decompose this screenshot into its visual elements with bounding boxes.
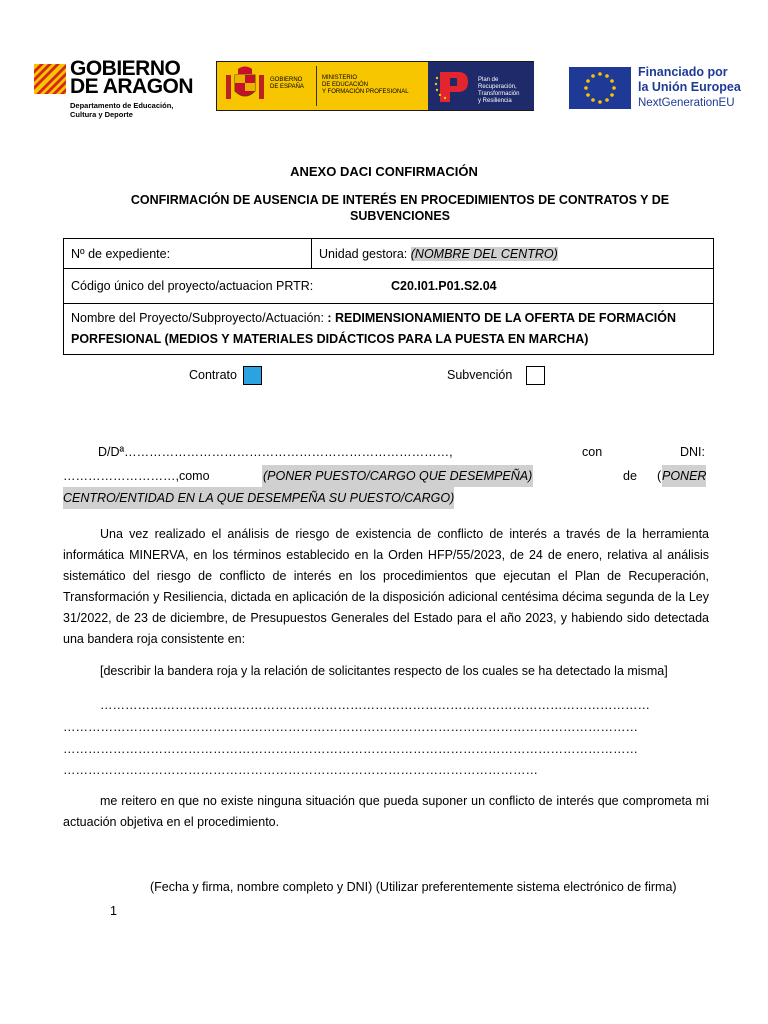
centro-placeholder-1: PONER bbox=[662, 465, 706, 487]
next-generation-text: NextGenerationEU bbox=[638, 97, 735, 109]
contrato-label: Contrato bbox=[189, 368, 237, 382]
prtr-emblem-icon bbox=[432, 68, 476, 104]
table-row bbox=[64, 269, 713, 304]
bandera-dots-4[interactable]: …………………………………………………………………………………………………… bbox=[63, 763, 538, 777]
codigo-label: Código único del proyecto/actuacion PRTR: bbox=[71, 279, 314, 293]
page-number: 1 bbox=[110, 904, 117, 918]
bandera-instructions: [describir la bandera roja y la relación de solicitantes respecto de los cuales se ha detectado la misma] bbox=[100, 664, 668, 678]
table-row bbox=[64, 304, 713, 354]
aragon-name: GOBIERNO DE ARAGON bbox=[70, 57, 194, 98]
aragon-flag-icon bbox=[34, 64, 66, 94]
aragon-department: Departamento de Educación, Cultura y Deporte bbox=[70, 101, 174, 119]
centro-placeholder-2: CENTRO/ENTIDAD EN LA QUE DESEMPEÑA SU PUESTO/CARGO) bbox=[63, 487, 454, 509]
dd-con: con bbox=[582, 445, 603, 459]
ministerio-text: MINISTERIO DE EDUCACIÓN Y FORMACIÓN PROFESIONAL bbox=[322, 75, 409, 95]
eu-financiado-text: Financiado por la Unión Europea bbox=[638, 65, 741, 94]
document-subtitle: CONFIRMACIÓN DE AUSENCIA DE INTERÉS EN PROCEDIMIENTOS DE CONTRATOS Y DE SUBVENCIONES bbox=[130, 193, 670, 223]
table-row bbox=[64, 239, 713, 269]
nombre-proyecto-field: Nombre del Proyecto/Subproyecto/Actuación: : REDIMENSIONAMIENTO DE LA OFERTA DE FORMACIÓN PORFESIONAL (MEDIOS Y MATERIALES DIDÁCTICOS PARA LA PUESTA EN MARCHA) bbox=[71, 311, 677, 346]
bandera-dots-2[interactable]: ………………………………………………………………………………………………………………………… bbox=[63, 720, 638, 734]
bandera-dots-1[interactable]: …………………………………………………………………………………………………………………… bbox=[100, 698, 650, 712]
codigo-value: C20.I01.P01.S2.04 bbox=[391, 279, 497, 293]
dd-dni: DNI: bbox=[680, 445, 705, 459]
subvencion-checkbox[interactable] bbox=[526, 366, 545, 385]
info-table bbox=[63, 238, 714, 355]
dd-line: D/Dª……………………………………………………………………, bbox=[98, 445, 453, 459]
signature-instructions: (Fecha y firma, nombre completo y DNI) (Utilizar preferentemente sistema electrónico de firma) bbox=[150, 880, 677, 894]
spain-crest-icon bbox=[224, 65, 266, 107]
document-title: ANEXO DACI CONFIRMACIÓN bbox=[290, 164, 478, 179]
expediente-field[interactable]: Nº de expediente: bbox=[64, 239, 312, 268]
dd-open-paren: ( bbox=[657, 469, 662, 483]
analysis-paragraph: Una vez realizado el análisis de riesgo de existencia de conflicto de interés a través de la herramienta informática MINERVA, en los términos establecido en la Orden HFP/55/2023, de 24 de enero, relativa al análisis sistemático del riesgo de conflicto de interés en los procedimientos que ejecutan el Plan de Recuperación, Transformación y Resiliencia, dictada en aplicación de la disposición adicional centésima décima segunda de la Ley 31/2022, de 23 de diciembre, de Presupuestos Generales del Estado para el año 2023, y habiendo sido detectada una bandera roja consistente en: bbox=[63, 527, 709, 646]
eu-flag-icon bbox=[569, 67, 631, 109]
dd-de: de bbox=[623, 469, 637, 483]
unidad-gestora-field[interactable]: Unidad gestora: (NOMBRE DEL CENTRO) bbox=[319, 246, 558, 261]
gobierno-espana-text: GOBIERNO DE ESPAÑA bbox=[270, 77, 304, 90]
dd-dni-dots: ………………………,como bbox=[63, 469, 210, 483]
banner-divider bbox=[316, 66, 317, 106]
reiteration-paragraph: me reitero en que no existe ninguna situación que pueda suponer un conflicto de interés que comprometa mi actuación objetiva en el procedimiento. bbox=[63, 794, 709, 829]
prtr-text: Plan de Recuperación, Transformación y Resiliencia bbox=[478, 77, 520, 104]
puesto-placeholder: (PONER PUESTO/CARGO QUE DESEMPEÑA) bbox=[262, 465, 533, 487]
contrato-checkbox[interactable] bbox=[243, 366, 262, 385]
subvencion-label: Subvención bbox=[447, 368, 513, 382]
bandera-dots-3[interactable]: ………………………………………………………………………………………………………………………… bbox=[63, 742, 638, 756]
unidad-gestora-value: (NOMBRE DEL CENTRO) bbox=[410, 246, 558, 261]
